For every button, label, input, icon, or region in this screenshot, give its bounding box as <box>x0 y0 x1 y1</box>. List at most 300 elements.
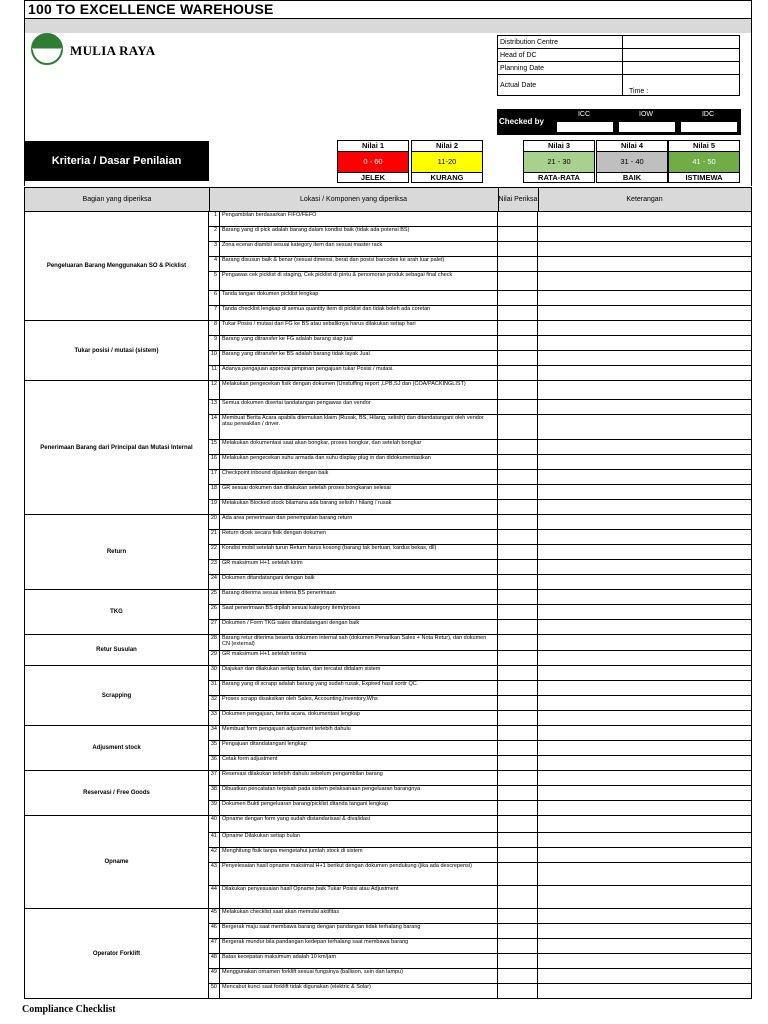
nilai-periksa-cell[interactable] <box>497 440 538 454</box>
nilai-periksa-cell[interactable] <box>497 560 538 574</box>
table-row <box>208 272 752 291</box>
row-item-text: Checkpoint inbound dijalankan dengan baik <box>222 470 329 476</box>
nilai-range: 0 - 60 <box>337 152 409 173</box>
info-value-field[interactable] <box>623 49 740 62</box>
keterangan-cell[interactable] <box>537 984 538 998</box>
table-row <box>208 909 752 924</box>
keterangan-cell[interactable] <box>537 242 538 256</box>
row-item-text: Membuat Berita Acara apabila ditemukan klaim (Rusak, BS, Hilang, selisih) dan ditandatangani oleh vendor atau perwakilan / driver. <box>222 415 484 427</box>
nilai-periksa-cell[interactable] <box>497 212 538 226</box>
nilai-periksa-cell[interactable] <box>497 863 538 885</box>
row-number: 3 <box>213 242 217 248</box>
keterangan-cell[interactable] <box>537 939 538 953</box>
info-label: Planning Date <box>498 62 623 75</box>
row-number: 37 <box>210 771 217 777</box>
row-item-text: Zona eceran diambil sesuai kategory item dan sesuai master rack <box>222 242 383 248</box>
keterangan-cell[interactable] <box>537 530 538 544</box>
keterangan-cell[interactable] <box>537 291 538 305</box>
table-row <box>208 954 752 969</box>
nilai-5-legend <box>668 140 740 183</box>
row-number: 20 <box>210 515 217 521</box>
nilai-periksa-cell[interactable] <box>497 306 538 320</box>
row-item-text: GR sesuai dokumen dan dilakukan setelah proses bongkaran selesai <box>222 485 391 491</box>
checker-iow-field[interactable] <box>618 121 676 133</box>
nilai-periksa-cell[interactable] <box>497 786 538 800</box>
nilai-periksa-cell[interactable] <box>497 545 538 559</box>
nilai-periksa-cell[interactable] <box>497 666 538 680</box>
table-row <box>208 257 752 272</box>
section-label: Operator Forklift <box>24 909 209 999</box>
keterangan-cell[interactable] <box>537 485 538 499</box>
row-item-text: Bergerak mundur bila pandangan kedepan terhalang saat membawa barang <box>222 939 409 945</box>
nilai-periksa-cell[interactable] <box>497 816 538 832</box>
keterangan-cell[interactable] <box>537 954 538 968</box>
nilai-periksa-cell[interactable] <box>497 833 538 847</box>
row-item-text: Bergerak maju saat membawa barang dengan pandangan tidak terhalang barang <box>222 924 421 930</box>
mulia-raya-logo-icon <box>30 32 64 66</box>
table-row <box>208 816 752 833</box>
row-number: 39 <box>210 801 217 807</box>
nilai-periksa-cell[interactable] <box>497 366 538 380</box>
row-number: 8 <box>213 321 217 327</box>
table-row <box>208 545 752 560</box>
table-row <box>208 485 752 500</box>
table-row <box>208 575 752 590</box>
row-number: 30 <box>210 666 217 672</box>
checker-iow-label: IOW <box>639 111 653 118</box>
keterangan-cell[interactable] <box>537 886 538 908</box>
table-row <box>208 560 752 575</box>
row-item-text: Pengambilan berdasarkan FIFO/FEFO <box>222 212 317 218</box>
keterangan-cell[interactable] <box>537 351 538 365</box>
header-band <box>24 19 752 33</box>
table-row <box>208 756 752 771</box>
nilai-3-legend <box>523 140 595 183</box>
row-number: 36 <box>210 756 217 762</box>
row-number: 5 <box>213 272 217 278</box>
row-number: 17 <box>210 470 217 476</box>
row-number: 38 <box>210 786 217 792</box>
keterangan-cell[interactable] <box>537 272 538 290</box>
nilai-periksa-cell[interactable] <box>497 321 538 335</box>
nilai-periksa-cell[interactable] <box>497 381 538 399</box>
keterangan-cell[interactable] <box>537 400 538 414</box>
row-number: 14 <box>210 415 217 421</box>
keterangan-cell[interactable] <box>537 470 538 484</box>
keterangan-cell[interactable] <box>537 696 538 710</box>
nilai-periksa-cell[interactable] <box>497 696 538 710</box>
table-row <box>208 741 752 756</box>
keterangan-cell[interactable] <box>537 336 538 350</box>
row-number: 24 <box>210 575 217 581</box>
nilai-name: Nilai 1 <box>337 140 409 152</box>
nilai-periksa-cell[interactable] <box>497 400 538 414</box>
col-lokasi-header: Lokasi / Komponen yang diperiksa <box>209 188 499 211</box>
section-label: Retur Susulan <box>24 635 209 666</box>
nilai-periksa-cell[interactable] <box>497 415 538 439</box>
table-row <box>208 848 752 863</box>
table-row <box>208 886 752 909</box>
row-item-text: Opname Dilakukan setiap bulan <box>222 833 300 839</box>
row-item-text: Dokumen / Form TKG sales ditandatangani dengan baik <box>222 620 360 626</box>
nilai-periksa-cell[interactable] <box>497 530 538 544</box>
keterangan-cell[interactable] <box>537 726 538 740</box>
nilai-category: RATA-RATA <box>523 173 595 183</box>
row-number: 22 <box>210 545 217 551</box>
nilai-periksa-cell[interactable] <box>497 515 538 529</box>
row-item-text: Reservasi dilakukan terlebih dahulu sebelum pengambilan barang <box>222 771 383 777</box>
table-row <box>208 605 752 620</box>
keterangan-cell[interactable] <box>537 771 538 785</box>
nilai-periksa-cell[interactable] <box>497 756 538 770</box>
col-nilai-header: Nilai Periksa <box>498 188 539 211</box>
row-item-text: Dokumen ditandatangani dengan baik <box>222 575 315 581</box>
keterangan-cell[interactable] <box>537 306 538 320</box>
row-item-text: Dibuatkan pencatatan terpisah pada sistem pelaksanaan pengeluaran barangnya <box>222 786 421 792</box>
keterangan-cell[interactable] <box>537 415 538 439</box>
keterangan-cell[interactable] <box>537 756 538 770</box>
info-label: Head of DC <box>498 49 623 62</box>
nilai-range: 41 - 50 <box>668 152 740 173</box>
nilai-range: 21 - 30 <box>523 152 595 173</box>
row-item-text: GR maksimum H+1 setelah kirim <box>222 560 303 566</box>
section-label: Opname <box>24 816 209 909</box>
table-row <box>208 726 752 741</box>
nilai-periksa-cell[interactable] <box>497 590 538 604</box>
nilai-periksa-cell[interactable] <box>497 635 538 650</box>
table-row <box>208 939 752 954</box>
table-row <box>208 620 752 635</box>
keterangan-cell[interactable] <box>537 212 538 226</box>
table-row <box>208 321 752 336</box>
section-label: Adjusment stock <box>24 726 209 771</box>
table-row <box>208 590 752 605</box>
col-keterangan-header: Keterangan <box>626 196 663 203</box>
nilai-periksa-cell[interactable] <box>497 726 538 740</box>
row-number: 12 <box>210 381 217 387</box>
row-item-text: Melakukan dokumentasi saat akan bongkar, proses bongkar, dan setelah bongkar <box>222 440 422 446</box>
row-number: 45 <box>210 909 217 915</box>
keterangan-cell[interactable] <box>537 786 538 800</box>
row-number: 32 <box>210 696 217 702</box>
row-item-text: Dilakukan penyesuaian hasil Opname,baik Tukar Posisi atau Adjustment <box>222 886 399 892</box>
nilai-periksa-cell[interactable] <box>497 771 538 785</box>
row-number: 21 <box>210 530 217 536</box>
nilai-periksa-cell[interactable] <box>497 620 538 634</box>
table-row <box>208 366 752 381</box>
nilai-periksa-cell[interactable] <box>497 801 538 815</box>
checker-idc-field[interactable] <box>680 121 738 133</box>
row-number: 41 <box>210 833 217 839</box>
table-row <box>208 400 752 415</box>
row-item-text: Mencabut kunci saat forklift tidak digunakan (elektric & Solar) <box>222 984 371 990</box>
dc-info-table <box>497 35 740 96</box>
table-row <box>208 833 752 848</box>
nilai-periksa-cell[interactable] <box>497 651 538 665</box>
info-value-field[interactable] <box>623 62 740 75</box>
table-row <box>208 801 752 816</box>
section-label: TKG <box>24 590 209 635</box>
checker-idc-label: IDC <box>701 111 715 118</box>
row-item-text: Batas kecepatan maksimum adalah 10 km/jam <box>222 954 337 960</box>
col-bagian-header: Bagian yang diperiksa <box>25 188 210 211</box>
table-row <box>208 212 752 227</box>
row-number: 33 <box>210 711 217 717</box>
row-item-text: Diajukan dan dilakukan setiap bulan, dan tercatat didalam sistem <box>222 666 381 672</box>
time-label: Time : <box>629 88 649 95</box>
row-item-text: Barang retur diterima beserta dokumen internal sah (dokumen Penarikan Sales + Nota Retur), dan dokumen CN (external) <box>222 635 487 647</box>
section-label: Pengeluaran Barang Menggunakan SO & Picklist <box>24 212 209 321</box>
table-row <box>208 500 752 515</box>
row-number: 29 <box>210 651 217 657</box>
row-number: 18 <box>210 485 217 491</box>
row-item-text: Barang yang di pick adalah barang dalam kondisi baik (tidak ada potensi BS) <box>222 227 410 233</box>
nilai-category: ISTIMEWA <box>668 173 740 183</box>
table-row <box>208 455 752 470</box>
table-row <box>208 227 752 242</box>
nilai-periksa-cell[interactable] <box>497 711 538 725</box>
nilai-periksa-cell[interactable] <box>497 969 538 983</box>
section-label: Scrapping <box>24 666 209 726</box>
table-row <box>208 711 752 726</box>
checked-by-label: Checked by <box>499 117 544 126</box>
keterangan-cell[interactable] <box>537 575 538 589</box>
nilai-1-legend <box>337 140 409 183</box>
nilai-periksa-cell[interactable] <box>497 455 538 469</box>
row-number: 27 <box>210 620 217 626</box>
row-item-text: Menggunakan ornamen forklift sesuai fungsinya (ballison, sein dan lampu) <box>222 969 403 975</box>
keterangan-cell[interactable] <box>537 227 538 241</box>
table-row <box>208 336 752 351</box>
keterangan-cell[interactable] <box>537 801 538 815</box>
nilai-periksa-cell[interactable] <box>497 909 538 923</box>
row-item-text: Tukar Posisi / mutasi dari FG ke BS atau sebaliknya harus dilakukan setiap hari <box>222 321 416 327</box>
row-item-text: Opname dengan form yang sudah distandarisasi & divalidasi <box>222 816 370 822</box>
table-row <box>208 351 752 366</box>
keterangan-cell[interactable] <box>537 741 538 755</box>
row-number: 44 <box>210 886 217 892</box>
row-number: 34 <box>210 726 217 732</box>
table-row <box>208 863 752 886</box>
nilai-periksa-cell[interactable] <box>497 848 538 862</box>
nilai-2-legend <box>411 140 483 183</box>
table-row <box>208 696 752 711</box>
nilai-periksa-cell[interactable] <box>497 575 538 589</box>
keterangan-cell[interactable] <box>537 560 538 574</box>
keterangan-cell[interactable] <box>537 500 538 514</box>
checker-icc-field[interactable] <box>556 121 614 133</box>
row-number: 40 <box>210 816 217 822</box>
table-row <box>208 969 752 984</box>
row-number: 28 <box>210 635 217 641</box>
row-item-text: Menghitung fisik tanpa mengetahui jumlah stock di sistem <box>222 848 363 854</box>
section-label: Tukar posisi / mutasi (sistem) <box>24 321 209 381</box>
nilai-name: Nilai 4 <box>596 140 668 152</box>
row-number: 1 <box>213 212 217 218</box>
row-item-text: Return dicek secara fisik dengan dokumen <box>222 530 326 536</box>
info-label: Actual Date <box>498 75 623 96</box>
keterangan-cell[interactable] <box>537 381 538 399</box>
row-item-text: Barang diterima sesuai kriteria BS penerimaan <box>222 590 336 596</box>
table-row <box>208 470 752 485</box>
keterangan-cell[interactable] <box>537 455 538 469</box>
nilai-periksa-cell[interactable] <box>497 485 538 499</box>
info-value-field[interactable] <box>623 36 740 49</box>
table-row <box>208 242 752 257</box>
row-number: 31 <box>210 681 217 687</box>
row-number: 11 <box>211 366 217 372</box>
table-header <box>24 187 752 212</box>
keterangan-cell[interactable] <box>537 711 538 725</box>
keterangan-cell[interactable] <box>537 848 538 862</box>
nilai-periksa-cell[interactable] <box>497 924 538 938</box>
row-item-text: Cetak form adjustment <box>222 756 278 762</box>
row-number: 6 <box>213 291 217 297</box>
nilai-range: 11-20 <box>411 152 483 173</box>
row-number: 42 <box>210 848 217 854</box>
row-number: 48 <box>210 954 217 960</box>
row-item-text: Melakukan checklist saat akan memulai aktifitas <box>222 909 340 915</box>
keterangan-cell[interactable] <box>537 681 538 695</box>
nilai-periksa-cell[interactable] <box>497 681 538 695</box>
table-row <box>208 515 752 530</box>
keterangan-cell[interactable] <box>537 515 538 529</box>
keterangan-cell[interactable] <box>537 545 538 559</box>
keterangan-cell[interactable] <box>537 321 538 335</box>
row-number: 50 <box>210 984 217 990</box>
row-number: 26 <box>210 605 217 611</box>
row-number: 23 <box>210 560 217 566</box>
row-number: 15 <box>210 440 217 446</box>
row-item-text: Semua dokumen disertai tandatangan pengawas dan vendor <box>222 400 371 406</box>
row-number: 7 <box>213 306 217 312</box>
kriteria-heading: Kriteria / Dasar Penilaian <box>24 141 209 181</box>
table-row <box>208 666 752 681</box>
nilai-periksa-cell[interactable] <box>497 886 538 908</box>
info-label: Distribution Centre <box>498 36 623 49</box>
keterangan-cell[interactable] <box>537 969 538 983</box>
table-row <box>208 530 752 545</box>
nilai-periksa-cell[interactable] <box>497 984 538 998</box>
nilai-category: JELEK <box>337 173 409 183</box>
nilai-periksa-cell[interactable] <box>497 939 538 953</box>
nilai-periksa-cell[interactable] <box>497 227 538 241</box>
nilai-periksa-cell[interactable] <box>497 242 538 256</box>
row-item-text: Melakukan Blocked stock bilamana ada barang selisih / hilang / rusak <box>222 500 392 506</box>
checker-icc-label: ICC <box>577 111 591 118</box>
row-number: 25 <box>210 590 217 596</box>
keterangan-cell[interactable] <box>537 620 538 634</box>
keterangan-cell[interactable] <box>537 440 538 454</box>
row-number: 43 <box>210 863 217 869</box>
table-row <box>208 771 752 786</box>
table-row <box>208 415 752 440</box>
table-row <box>208 786 752 801</box>
keterangan-cell[interactable] <box>537 590 538 604</box>
section-label: Return <box>24 515 209 590</box>
row-number: 47 <box>210 939 217 945</box>
column-divider <box>219 212 220 999</box>
nilai-periksa-cell[interactable] <box>497 291 538 305</box>
nilai-periksa-cell[interactable] <box>497 336 538 350</box>
row-item-text: Saat penerimaan BS dipilah sesuai kategory item/proses <box>222 605 361 611</box>
nilai-4-legend <box>596 140 668 183</box>
row-item-text: Penyelesaian hasil opname maksimal H+1 berikut dengan dokumen pendukung (jika ada descrepensi) <box>222 863 472 869</box>
row-item-text: Adanya pengajuan approval pimpinan pengajuan tukar Posisi / mutasi. <box>222 366 394 372</box>
row-number: 35 <box>210 741 217 747</box>
row-number: 9 <box>213 336 217 342</box>
row-item-text: Melakukan pengecekan fisik dengan dokumen (Unstuffing report ,LPB,SJ dan (COA/PACKINGLIST) <box>222 381 466 387</box>
keterangan-cell[interactable] <box>537 651 538 665</box>
keterangan-cell[interactable] <box>537 924 538 938</box>
row-item-text: Melakukan pengecekan suhu armada dan suhu display plug in dan didokumentasikan <box>222 455 431 461</box>
row-number: 19 <box>210 500 217 506</box>
nilai-periksa-cell[interactable] <box>497 351 538 365</box>
row-item-text: Proses scrapp disaksikan oleh Sales, Accounting,Inventory,Whs <box>222 696 378 702</box>
row-item-text: Barang yang ditransfer ke FG adalah barang siap jual <box>222 336 353 342</box>
nilai-periksa-cell[interactable] <box>497 500 538 514</box>
row-item-text: Membuat form pengajuan adjustment terlebih dahulu <box>222 726 351 732</box>
keterangan-cell[interactable] <box>537 635 538 650</box>
keterangan-cell[interactable] <box>537 666 538 680</box>
nilai-periksa-cell[interactable] <box>497 954 538 968</box>
nilai-periksa-cell[interactable] <box>497 605 538 619</box>
brand-name: MULIA RAYA <box>70 43 156 58</box>
row-item-text: Barang disusun baik & benar (sesuai dimensi, berat dan posisi barcodes ke arah luar palet) <box>222 257 445 263</box>
nilai-category: BAIK <box>596 173 668 183</box>
row-item-text: Ada area penerimaan dan penempatan barang return <box>222 515 353 521</box>
nilai-periksa-cell[interactable] <box>497 272 538 290</box>
nilai-name: Nilai 2 <box>411 140 483 152</box>
row-number: 2 <box>213 227 217 233</box>
row-item-text: GR maksimum H+1 setelah terima <box>222 651 307 657</box>
row-item-text: Dokumen pengajuan, berita acara, dokumentasi lengkap <box>222 711 360 717</box>
keterangan-cell[interactable] <box>537 605 538 619</box>
nilai-category: KURANG <box>411 173 483 183</box>
keterangan-cell[interactable] <box>537 816 538 832</box>
row-item-text: Dokumen Bukti pengeluaran barang/picklist ditanda tangani lengkap <box>222 801 389 807</box>
row-number: 10 <box>210 351 217 357</box>
nilai-range: 31 - 40 <box>596 152 668 173</box>
table-row <box>208 924 752 939</box>
nilai-periksa-cell[interactable] <box>497 257 538 271</box>
table-row <box>208 291 752 306</box>
nilai-periksa-cell[interactable] <box>497 741 538 755</box>
section-label: Reservasi / Free Goods <box>24 771 209 816</box>
nilai-name: Nilai 5 <box>668 140 740 152</box>
nilai-periksa-cell[interactable] <box>497 470 538 484</box>
row-item-text: Pengawas cek picklist di staging, Cek picklist di pintu & penomoran produk sebagai final check <box>222 272 453 278</box>
table-row <box>208 651 752 666</box>
table-row <box>208 306 752 321</box>
row-number: 13 <box>210 400 217 406</box>
table-row <box>208 984 752 999</box>
time-field[interactable] <box>623 75 740 96</box>
row-item-text: Tanda tangan dokumen picklist lengkap <box>222 291 319 297</box>
keterangan-cell[interactable] <box>537 863 538 885</box>
row-number: 49 <box>210 969 217 975</box>
table-row <box>208 381 752 400</box>
row-number: 4 <box>213 257 217 263</box>
keterangan-cell[interactable] <box>537 366 538 380</box>
row-item-text: Tanda checklist lengkap di semua quantity item di picklist dan tidak boleh ada coretan <box>222 306 431 312</box>
nilai-name: Nilai 3 <box>523 140 595 152</box>
table-row <box>208 681 752 696</box>
keterangan-cell[interactable] <box>537 833 538 847</box>
keterangan-cell[interactable] <box>537 257 538 271</box>
table-row <box>208 635 752 651</box>
keterangan-cell[interactable] <box>537 909 538 923</box>
